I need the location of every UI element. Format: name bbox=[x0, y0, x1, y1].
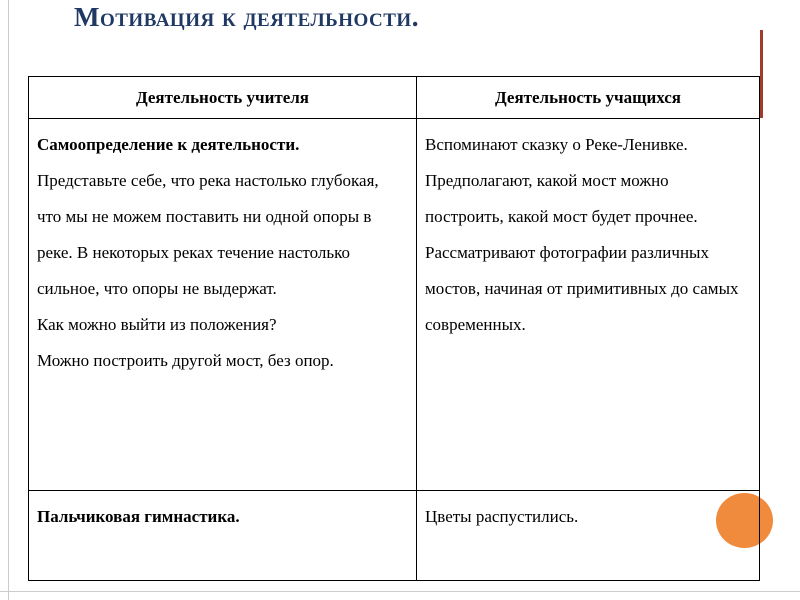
paragraph-river-description: Представьте себе, что река настолько глубокая, что мы не можем поставить ни одной опоры в реке. В некоторых реках течение настолько сильное, что опоры не выдержат. bbox=[37, 171, 379, 298]
col-header-teacher: Деятельность учителя bbox=[29, 77, 417, 119]
paragraph-finger-gymnastics: Пальчиковая гимнастика. bbox=[37, 507, 240, 526]
table-row-motivation bbox=[29, 119, 760, 491]
accent-line bbox=[760, 30, 763, 118]
frame-bottom-line bbox=[0, 591, 800, 592]
paragraph-recall-tale: Вспоминают сказку о Реке-Ленивке. bbox=[425, 135, 688, 154]
teacher-cell-gymnastics bbox=[29, 491, 417, 581]
slide-title: Мотивация к деятельности. bbox=[74, 2, 419, 32]
paragraph-question: Как можно выйти из положения? bbox=[37, 315, 277, 334]
activity-table bbox=[28, 76, 760, 581]
students-cell-gymnastics bbox=[417, 491, 760, 581]
frame-left-line bbox=[8, 0, 9, 600]
students-cell-motivation bbox=[417, 119, 760, 491]
paragraph-answer: Можно построить другой мост, без опор. bbox=[37, 351, 334, 370]
teacher-cell-motivation bbox=[29, 119, 417, 491]
paragraph-flowers: Цветы распустились. bbox=[425, 507, 579, 526]
table-header-row bbox=[29, 77, 760, 119]
table-row-gymnastics bbox=[29, 491, 760, 581]
paragraph-self-determination: Самоопределение к деятельности. bbox=[37, 135, 300, 154]
col-header-students: Деятельность учащихся bbox=[417, 77, 760, 119]
paragraph-photos: Рассматривают фотографии различных мостов, начиная от примитивных до самых современных. bbox=[425, 243, 739, 334]
paragraph-suppose: Предполагают, какой мост можно построить, какой мост будет прочнее. bbox=[425, 171, 698, 226]
